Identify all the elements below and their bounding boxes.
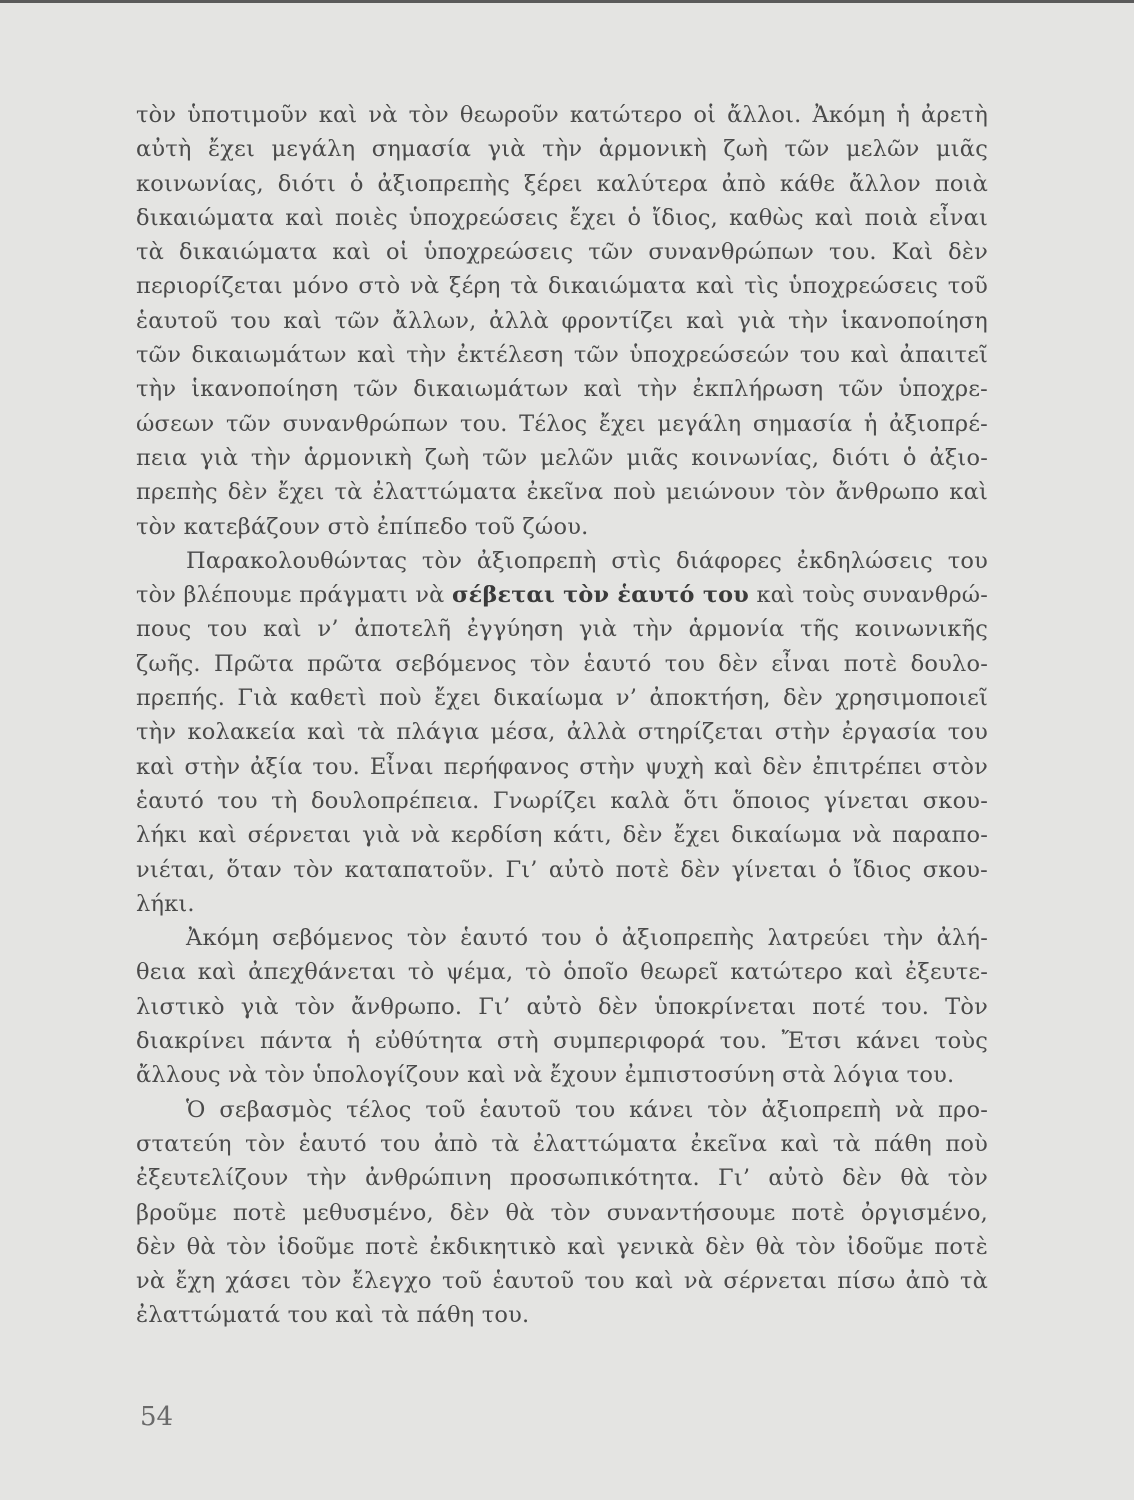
text-line: Ὁ σεβασμὸς τέλος τοῦ ἑαυτοῦ του κάνει τὸν ἀξιοπρεπὴ νὰ προ- [186, 1096, 988, 1123]
text-line: στατεύη τὸν ἑαυτό του ἀπὸ τὰ ἐλαττώματα ἐκεῖνα καὶ τὰ πάθη ποὺ [136, 1130, 988, 1157]
bold-phrase: σέβεται τὸν ἑαυτό του [451, 582, 749, 609]
text-line: τὸν κατεβάζουν στὸ ἐπίπεδο τοῦ ζώου. [136, 513, 589, 540]
text-line: πρεπὴς δὲν ἔχει τὰ ἐλαττώματα ἐκεῖνα ποὺ μειώνουν τὸν ἄνθρωπο καὶ [136, 479, 988, 506]
text-line: ώσεων τῶν συνανθρώπων του. Τέλος ἔχει μεγάλη σημασία ἡ ἀξιοπρέ- [136, 410, 988, 437]
text-line: δικαιώματα καὶ ποιὲς ὑποχρεώσεις ἔχει ὁ ἴδιος, καθὼς καὶ ποιὰ εἶναι [136, 204, 988, 231]
text-line: τὴν κολακεία καὶ τὰ πλάγια μέσα, ἀλλὰ στηρίζεται στὴν ἐργασία του [136, 719, 988, 746]
text-line: τὸν ὑποτιμοῦν καὶ νὰ τὸν θεωροῦν κατώτερο οἱ ἄλλοι. Ἀκόμη ἡ ἀρετὴ [136, 102, 988, 128]
text-line: λήκι. [136, 890, 195, 917]
text-line: ἑαυτοῦ του καὶ τῶν ἄλλων, ἀλλὰ φροντίζει καὶ γιὰ τὴν ἱκανοποίηση [136, 307, 988, 334]
text-line: πους του καὶ ν’ ἀποτελῆ ἐγγύηση γιὰ τὴν ἁρμονία τῆς κοινωνικῆς [136, 616, 988, 643]
text-line: αὐτὴ ἔχει μεγάλη σημασία γιὰ τὴν ἁρμονικὴ ζωὴ τῶν μελῶν μιᾶς [136, 136, 988, 163]
text-line: Παρακολουθώντας τὸν ἀξιοπρεπὴ στὶς διάφορες ἐκδηλώσεις του [186, 547, 988, 574]
page-number: 54 [140, 1402, 174, 1432]
text-line: ἑαυτό του τὴ δουλοπρέπεια. Γνωρίζει καλὰ ὅτι ὅποιος γίνεται σκου- [136, 787, 988, 814]
text-line-emphasis [136, 578, 988, 612]
text-line: ἄλλους νὰ τὸν ὑπολογίζουν καὶ νὰ ἔχουν ἐμπιστοσύνη στὰ λόγια του. [136, 1062, 955, 1089]
text-line: καὶ στὴν ἀξία του. Εἶναι περήφανος στὴν ψυχὴ καὶ δὲν ἐπιτρέπει στὸν [136, 753, 988, 780]
text-line: νὰ ἔχη χάσει τὸν ἔλεγχο τοῦ ἑαυτοῦ του καὶ νὰ σέρνεται πίσω ἀπὸ τὰ [136, 1268, 988, 1295]
text-line: βροῦμε ποτὲ μεθυσμένο, δὲν θὰ τὸν συναντήσουμε ποτὲ ὀργισμένο, [136, 1199, 988, 1226]
page-top-edge [0, 0, 1134, 3]
text-run: τὸν βλέπουμε πράγματι νὰ [136, 582, 452, 609]
text-line: ἐλαττώματά του καὶ τὰ πάθη του. [136, 1302, 530, 1329]
text-line: πρεπής. Γιὰ καθετὶ ποὺ ἔχει δικαίωμα ν’ ἀποκτήση, δὲν χρησιμοποιεῖ [136, 685, 988, 712]
text-line: ζωῆς. Πρῶτα πρῶτα σεβόμενος τὸν ἑαυτό του δὲν εἶναι ποτὲ δουλο- [136, 650, 988, 677]
text-line: τῶν δικαιωμάτων καὶ τὴν ἐκτέλεση τῶν ὑποχρεώσεών του καὶ ἀπαιτεῖ [136, 342, 988, 369]
text-line: περιορίζεται μόνο στὸ νὰ ξέρη τὰ δικαιώματα καὶ τὶς ὑποχρεώσεις τοῦ [136, 273, 988, 300]
text-line: θεια καὶ ἀπεχθάνεται τὸ ψέμα, τὸ ὁποῖο θεωρεῖ κατώτερο καὶ ἐξευτε- [136, 959, 988, 986]
text-line: δὲν θὰ τὸν ἰδοῦμε ποτὲ ἐκδικητικὸ καὶ γενικὰ δὲν θὰ τὸν ἰδοῦμε ποτὲ [136, 1233, 988, 1260]
text-run: καὶ τοὺς συνανθρώ- [748, 582, 988, 609]
text-line: ἐξευτελίζουν τὴν ἀνθρώπινη προσωπικότητα. Γι’ αὐτὸ δὲν θὰ τὸν [136, 1165, 988, 1192]
text-line: λήκι καὶ σέρνεται γιὰ νὰ κερδίση κάτι, δὲν ἔχει δικαίωμα νὰ παραπο- [136, 822, 988, 849]
text-line: πεια γιὰ τὴν ἁρμονικὴ ζωὴ τῶν μελῶν μιᾶς κοινωνίας, διότι ὁ ἀξιο- [136, 444, 988, 471]
text-line: κοινωνίας, διότι ὁ ἀξιοπρεπὴς ξέρει καλύτερα ἀπὸ κάθε ἄλλον ποιὰ [136, 170, 988, 197]
text-line: νιέται, ὅταν τὸν καταπατοῦν. Γι’ αὐτὸ ποτὲ δὲν γίνεται ὁ ἴδιος σκου- [136, 856, 988, 883]
book-page-text [136, 98, 988, 1333]
text-line: τὰ δικαιώματα καὶ οἱ ὑποχρεώσεις τῶν συνανθρώπων του. Καὶ δὲν [136, 239, 988, 266]
text-line: διακρίνει πάντα ἡ εὐθύτητα στὴ συμπεριφορά του. Ἔτσι κάνει τοὺς [136, 1028, 988, 1055]
text-line: τὴν ἱκανοποίηση τῶν δικαιωμάτων καὶ τὴν ἐκπλήρωση τῶν ὑποχρε- [136, 376, 988, 403]
text-line: λιστικὸ γιὰ τὸν ἄνθρωπο. Γι’ αὐτὸ δὲν ὑποκρίνεται ποτέ του. Τὸν [136, 993, 988, 1020]
text-line: Ἀκόμη σεβόμενος τὸν ἑαυτό του ὁ ἀξιοπρεπὴς λατρεύει τὴν ἀλή- [186, 925, 988, 952]
